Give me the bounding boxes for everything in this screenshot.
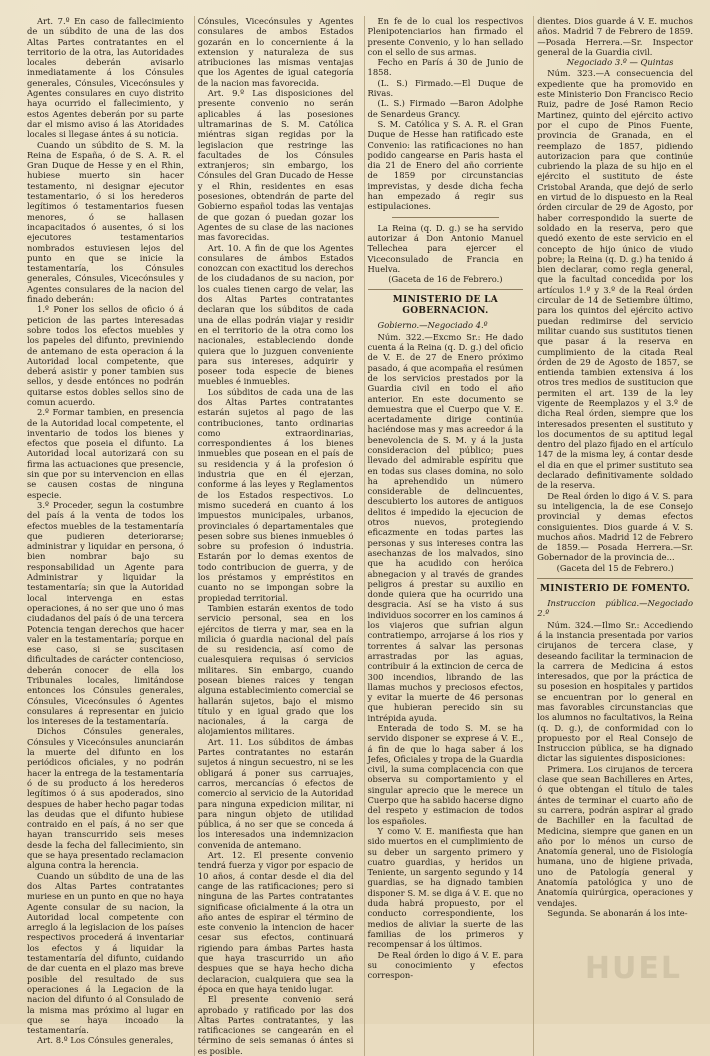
paragraph: Cuando un súbdito de S. M. la Reina de España, ó de S. A. R. el Gran Duque de Hesse y en el Rhin, hubiese muerto sin hacer testamento, ni designar ejecutor testamentario, ó si los herederos legítimos ó testamentarios fuesen menores, ó se hallasen incapacitados ó ausentes, ó si los ejecutores testamentarios nombrados estuviesen lejos del punto en que se inicie la testamentaría, los Cónsules generales, Cónsules, Vicecónsules y Agentes consulares de la nacion del finado deberán:: [27, 139, 184, 305]
column-1: [24, 16, 187, 1056]
paragraph: Cuando un súbdito de una de las dos Altas Partes contratantes muriese en un punto en que no haya Agente consular de su nacion, la Autoridad local competente con arreglo á la legislacion de los países respectivos procederá á inventariar los efectos y á liquidar la testamentaría del difunto, cuidando de dar cuenta en el plazo mas breve posible del resultado de sus operaciones á la Legacion de la nacion del difunto ó al Consulado de la misma mas próximo al lugar en que se haya incoado la testamentaría.: [27, 870, 184, 1036]
date-line: Fecho en París á 30 de Junio de 1858.: [367, 57, 524, 78]
paragraph: Primera. Los cirujanos de tercera clase que sean Bachilleres en Artes, ó que obtengan el título de tales ántes de terminar el cuarto año de su carrera, podrán aspirar al grado de Bachiller en la facultad de Medicina, siempre que ganen en un año por lo ménos un curso de Anatomía general, uno de Fisiología humana, uno de higiene privada, uno de Patología general y Anatomía patológica y uno de Anatomía quirúrgica, operaciones y vendajes.: [537, 763, 693, 908]
paragraph: S. M. Católica y S. A. R. el Gran Duque de Hesse han ratificado este Convenio: las ratificaciones no han podido cangearse en Paris hasta el dia 21 de Enero del año corriente de 1859 por circunstancias imprevistas, y desde dicha fecha han empezado á regir sus estipulaciones.: [367, 118, 524, 212]
divider: [368, 289, 524, 290]
watermark-logo: HUEL: [584, 951, 682, 986]
article-10: Art. 10. A fin de que los Agentes consulares de ámbos Estados conozcan con exactitud los derechos de los ciudadanos de su nacion, por los cuales tienen cargo de velar, las dos Altas Partes contratantes declaran que los súbditos de cada una de ellas podrán viajar y residir en el territorio de la otra como los nacionales, estableciendo donde quiera que lo juzguen conveniente para sus intereses, adquirir y poseer toda especie de bienes muebles é inmuebles.: [197, 242, 354, 387]
columns: [24, 16, 696, 1056]
paragraph: Segunda. Se abonarán á los inte-: [547, 907, 688, 918]
section-heading: MINISTERIO DE FOMENTO.: [540, 584, 691, 595]
article-8-start: Art. 8.º Los Cónsules generales,: [37, 1035, 174, 1046]
paragraph: Tambien estarán exentos de todo servicio personal, sea en los ejércitos de tierra y mar, sea en la milicia ó guardia nacional del país de su residencia, así como de cualesquiera requisas ó servicios militares. Sin embargo, cuando posean bienes raices y tengan alguna establecimiento comercial se hallarán sujetos, bajo el mismo título y en igual grado que los nacionales, á la carga de alojamientos militares.: [197, 602, 354, 737]
signature-line: (L. S.) Firmado —Baron Adolphe de Senardeus Grancy.: [367, 98, 524, 119]
article-9: Art. 9.º Las disposiciones del presente convenio no serán aplicables á las posesiones ultramarinas de S. M. Católica miéntras sigan regidas por la legislacion que restringe las facultades de los Cónsules extranjeros; sin embargo, los Cónsules del Gran Ducado de Hesse y el Rhin, residentes en esas posesiones, obtendrán de parte del Gobierno español todas las ventajas de que gozan ó puedan gozar los Agentes de su clase de las naciones mas favorecidas.: [197, 88, 354, 243]
paragraph: De Real órden lo digo á V. S. para su inteligencia, la de ese Consejo provincial y demas efectos consiguientes. Dios guarde á V. S. muchos años. Madrid 12 de Febrero de 1859.— Posada Herrera.—Sr. Gobernador de la provincia de...: [537, 490, 693, 563]
paragraph: 3.º Proceder, segun la costumbre del país á la venta de todos los efectos muebles de la testamentaría que pudieren deteriorarse; administrar y liquidar en persona, ó bien nombrar bajo su responsabilidad un Agente para Administrar y liquidar la testamentaría; sin que la Autoridad local intervenga en estas operaciones, á no ser que uno ó mas ciudadanos del país ó de una tercera Potencia tengan derechos que hacer valer en la testamentaría; porque en ese caso, si se suscitasen dificultades de carácter contencioso, deberán conocer de ella los Tribunales locales, limitándose entonces los Cónsules generales, Cónsules, Vicecónsules ó Agentes consulares á representar en juicio los intereses de la testamentaría.: [27, 499, 184, 727]
section-heading: MINISTERIO DE LA GOBERNACION.: [392, 295, 498, 317]
paragraph: 2.º Formar tambien, en presencia de la Autoridad local competente, el inventario de todos los bienes y efectos que poseia el difunto. La Autoridad local autorizará con su firma las actuaciones que presencie, sin que por su intervencion en ellas se causen costas de ninguna especie.: [27, 407, 184, 500]
column-2: [194, 16, 357, 1056]
paragraph: Enterada de todo S. M. se ha servido disponer se exprese á V. E., á fin de que lo haga saber á los Jefes, Oficiales y tropa de la Guardia civil, la suma complacencia con que observa su comportamiento y el singular aprecio que le merece un Cuerpo que ha sabido hacerse digno del respeto y estimacion de todos los españoles.: [367, 723, 524, 826]
signature-line: (L. S.) Firmado.—El Duque de Rivas.: [367, 77, 524, 99]
paragraph: dientes. Dios guarde á V. E. muchos años. Madrid 7 de Febrero de 1859. —Posada Herrera.—Sr. Inspector general de la Guardia civil.: [537, 16, 693, 57]
divider: [392, 217, 500, 218]
paragraph: 1.º Poner los sellos de oficio ó á peticion de las partes interesadas sobre todos los efectos muebles y los papeles del difunto, previniendo de antemano de esta operacion á la Autoridad local competente, que deberá asistir y poner tambien sus sellos, y desde entónces no podrán quitarse estos dobles sellos sino de comun acuerdo.: [27, 304, 184, 407]
paragraph: Dichos Cónsules generales, Cónsules y Vicecónsules anunciarán la muerte del difunto en los periódicos oficiales, y no podrán hacer la entrega de la testamentaría ó de su producto á los herederos legítimos ó á sus apoderados, sino despues de haber hecho pagar todas las deudas que el difunto hubiese contraido en el país, á no ser que hayan transcurrido seis meses desde la fecha del fallecimiento, sin que se haya presentado reclamacion alguna contra la herencia.: [27, 726, 184, 871]
gaceta-reference: (Gaceta de 16 de Febrero.): [388, 274, 503, 285]
divider: [537, 578, 693, 579]
article-7: Art. 7.º En caso de fallecimiento de un súbdito de una de las dos Altas Partes contratantes en el territorio de la otra, las Autoridades locales deberán avisarlo inmediatamente á los Cónsules generales, Cónsules, Vicecónsules y Agentes consulares en cuyo distrito haya ocurrido el fallecimiento, y estos Agentes deberán por su parte dar el mismo aviso á las Atoridades locales si llegase ántes á su noticia.: [27, 16, 184, 140]
paragraph: Núm. 323.—A consecuencia del expediente que ha promovido en este Ministerio Don Francisco Recio Ruiz, padre de José Ramon Recio Martinez, quinto del ejército activo por el cupo de Pinos Fuente, provincia de Granada, en el reemplazo de 1857, pidiendo autorizacion para que continúe cubriendo la plaza de su hijo en el ejército el sustituto de éste Cristobal Aranda, que dejó de serlo en virtud de lo dispuesto en la Real órden circular de 29 de Agosto, por haber correspondido la suerte de soldado en la reserva, pero que quedó exento de este servicio en el concepto de hijo único de viudo pobre; la Reina (q. D. g.) ha tenido á bien declarar, como regla general, que la facultad concedida por los artículos 1.º y 3.º de la Real órden circular de 14 de Setiembre último, para los quintos del ejército activo puedan redimirse del servicio militar cuando sus sustitutos tienen que pasar á la reserva en cumplimiento de la citada Real órden de 29 de Agosto de 1857, se entienda tambien extensiva á los otros tres medios de sustitucion que permiten el art. 139 de la ley vigente de Reemplazos y el 3.º de dicha Real órden, siempre que los interesados presenten el sustituto y los documentos de su aptitud legal dentro del plazo fijado en el artículo 147 de la misma ley, á contar desde el dia en que el primer sustituto sea declarado definitivamente soldado de la reserva.: [537, 68, 693, 491]
paragraph: La Reina (q. D. g.) se ha servido autorizar á Don Antonio Manuel Tellechea para ejercer el Viceconsulado de Francia en Huelva.: [367, 222, 524, 274]
gaceta-reference: (Gaceta del 15 de Febrero.): [556, 562, 674, 573]
paragraph: El presente convenio será aprobado y ratificado por las dos Altas Partes contratantes, y las ratificaciones se cangearán en el término de seis semanas ó ántes si es posible.: [197, 994, 354, 1056]
paragraph: Núm. 324.—Ilmo Sr.: Accediendo á la instancia presentada por varios cirujanos de tercera clase, y deseando facilitar la terminacion de la carrera de Medicina á estos interesados, que por la práctica de su posesion en hospitales y partidos se encuentran por lo general en mas favorables circunstancias que los alumnos no facultativos, la Reina (q. D. g.), de conformidad con lo propuesto por el Real Consejo de Instruccion pública, se ha dignado dictar las siguientes disposiciones:: [537, 619, 693, 764]
sub-heading: Gobierno.—Negociado 4.º: [377, 320, 488, 331]
paragraph: Cónsules, Vicecónsules y Agentes consulares de ambos Estados gozarán en lo concerniente á la extension y naturaleza de sus atribuciones las mismas ventajas que los Agentes de igual categoría de la nacion mas favorecida.: [197, 16, 354, 88]
paragraph: De Real órden lo digo á V. E. para su conocimiento y efectos correspon-: [367, 949, 524, 981]
column-4: [533, 16, 696, 1056]
paragraph: En fe de lo cual los respectivos Plenipotenciarios han firmado el presente Convenio, y lo han sellado con el sello de sus armas.: [367, 16, 524, 57]
paragraph: Los súbditos de cada una de las dos Altas Partes contratantes estarán sujetos al pago de las contribuciones, tanto ordinarias como extraordinarias, correspondientes á los bienes inmuebles que posean en el país de su residencia y á la profesion ó industria que en él ejerzan, conforme á las leyes y Reglamentos de los Estados respectivos. Lo mismo sucederá en cuanto á los impuestos municipales, urbanos, provinciales ó departamentales que pesen sobre sus bienes inmuebles ó sobre su profesion ó industria. Estarán por lo demas exentos de todo contribucion de guerra, y de los préstamos y empréstitos en cuanto no se impongan sobre la propiedad territorial.: [197, 386, 354, 603]
sub-heading: Negociado 3.º — Quintas: [566, 57, 674, 68]
sub-heading: Instruccion pública.—Negociado 2.º: [537, 598, 693, 619]
paragraph: Núm. 322.—Excmo Sr.: He dado cuenta á la Reina (q. D. g.) del oficio de V. E. de 27 de Enero próximo pasado, á que acompaña el resúmen de los servicios prestados por la Guardia civil en todo el año anterior. En este documento se demuestra que el Cuerpo que V. E. acertadamente dirige continúa haciéndose mas y mas acreedor á la benevolencia de S. M. y á la justa consideracion del público; pues llevado del admirable espíritu que en todas sus clases domina, no solo ha aprehendido un número considerable de delincuentes, descubierto los autores de antiguos delitos é impedido la ejecucion de otros nuevos, protegiendo eficazmente en todas partes las personas y sus intereses contra las asechanzas de los malvados, sino que ha acudido con heróica abnegacion y al través de grandes peligros á prestar su auxilio en donde quiera que ha ocurrido una desgracia. Así se ha visto á sus individuos socorrer en los caminos á los viajeros que sufrian algun contratiempo, arrojarse á los rios y torrentes á salvar las personas arrastradas por las aguas, contribuir á la extincion de cerca de 300 incendios, librando de las llamas muchos y preciosos efectos, y evitar la muerte de 46 personas que hubieran perecido sin su intrépida ayuda.: [367, 331, 524, 723]
article-12: Art. 12. El presente convenio tendrá fuerza y vigor por espacio de 10 años, á contar desde el dia del cange de las ratificaciones; pero si ninguna de las Partes contratantes significase oficialmente á la otra un año antes de espirar el término de este convenio la intencion de hacer cesar sus efectos, continuará rigiendo para ámbas Partes hasta que haya trascurrido un año despues que se haya hecho dicha declaracion, cualquiera que sea la época en que haya tenido lugar.: [197, 850, 354, 994]
article-11: Art. 11. Los súbditos de ámbas Partes contratantes no estarán sujetos á ningun secuestro, ni se les obligará á poner sus carruajes, carros, mercancías ó efectos de comercio al servicio de la Autoridad para ninguna expedicion militar, ni para ningun objeto de utilidad pública, á no ser que se conceda á los interesados una indemnizacion convenida de antemano.: [197, 736, 354, 850]
column-3: [364, 16, 527, 1056]
paragraph: Y como V. E. manifiesta que han sido muertos en el cumplimiento de su deber un sargento primero y cuatro guardias, y heridos un Teniente, un sargento segundo y 14 guardias, se ha dignado tambien disponer S. M. se diga á V. E. que no duda habrá propuesto, por el conducto correspondiente, los medios de aliviar la suerte de las familias de los primeros y recompensar á los últimos.: [367, 825, 524, 950]
